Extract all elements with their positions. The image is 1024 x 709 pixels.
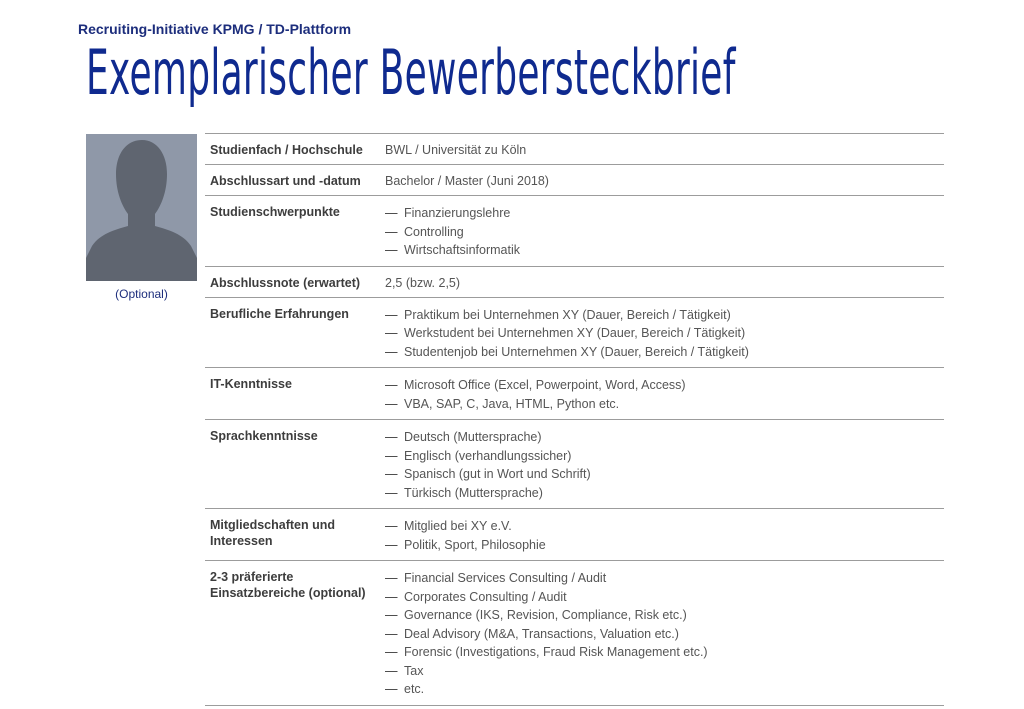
bullet-text: Controlling [404, 224, 464, 239]
profile-row [205, 134, 944, 165]
dash-bullet-icon: — [385, 378, 398, 392]
dash-bullet-icon: — [385, 682, 398, 696]
bullet-text: Werkstudent bei Unternehmen XY (Dauer, Bereich / Tätigkeit) [404, 326, 746, 340]
bullet-item [385, 588, 944, 607]
bullet-text: Mitglied bei XY e.V. [404, 519, 512, 533]
bullet-item [385, 395, 944, 414]
row-value [380, 196, 944, 266]
row-value [380, 298, 944, 368]
dash-bullet-icon: — [385, 467, 398, 481]
dash-bullet-icon: — [385, 519, 398, 533]
bullet-text: Spanisch (gut in Wort und Schrift) [404, 467, 591, 481]
dash-bullet-icon: — [385, 537, 398, 552]
bullet-item [385, 324, 944, 343]
bullet-item [385, 569, 944, 588]
profile-row [205, 368, 944, 420]
row-label: Abschlussnote (erwartet) [210, 275, 361, 290]
row-label: Studienfach / Hochschule [210, 143, 363, 157]
bullet-item [385, 428, 944, 447]
row-value [380, 368, 944, 419]
photo-caption: (Optional) [115, 287, 168, 301]
dash-bullet-icon: — [385, 663, 398, 678]
bullet-text: Finanzierungslehre [404, 206, 511, 220]
dash-bullet-icon: — [385, 307, 398, 322]
bullet-item [385, 662, 944, 681]
profile-row [205, 165, 944, 196]
value-text: 2,5 (bzw. 2,5) [385, 275, 461, 290]
bullet-text: Deutsch (Muttersprache) [404, 430, 542, 444]
row-value [380, 165, 944, 195]
bullet-item [385, 223, 944, 242]
bullet-text: Wirtschaftsinformatik [404, 243, 520, 257]
bullet-item [385, 241, 944, 260]
dash-bullet-icon: — [385, 608, 398, 622]
row-label: Abschlussart und -datum [210, 174, 361, 188]
profile-row [205, 267, 944, 298]
bullet-text: Tax [404, 663, 424, 678]
value-text: Bachelor / Master (Juni 2018) [385, 174, 549, 188]
bullet-text: Türkisch (Muttersprache) [404, 485, 543, 500]
bullet-text: Praktikum bei Unternehmen XY (Dauer, Bereich / Tätigkeit) [404, 307, 731, 322]
bullet-text: Corporates Consulting / Audit [404, 589, 567, 604]
profile-row [205, 509, 944, 561]
dash-bullet-icon: — [385, 396, 398, 411]
bullet-item [385, 376, 944, 395]
value-text: BWL / Universität zu Köln [385, 143, 527, 157]
bullet-text: Deal Advisory (M&A, Transactions, Valuation etc.) [404, 626, 679, 641]
row-label: Sprachkenntnisse [210, 429, 318, 443]
bullet-text: Governance (IKS, Revision, Compliance, Risk etc.) [404, 608, 687, 622]
profile-row [205, 420, 944, 509]
bullet-item [385, 625, 944, 644]
bullet-text: Financial Services Consulting / Audit [404, 571, 607, 585]
dash-bullet-icon: — [385, 645, 398, 659]
person-silhouette-icon [86, 134, 197, 281]
bullet-text: Politik, Sport, Philosophie [404, 537, 546, 552]
row-label: Mitgliedschaften und Interessen [210, 518, 335, 548]
row-value [380, 267, 944, 297]
bullet-item [385, 643, 944, 662]
dash-bullet-icon: — [385, 243, 398, 257]
bullet-text: etc. [404, 682, 425, 696]
bullet-item [385, 447, 944, 466]
bullet-item [385, 680, 944, 699]
row-value [380, 561, 944, 705]
row-label: 2-3 präferierte Einsatzbereiche (optional) [210, 570, 366, 600]
dash-bullet-icon: — [385, 626, 398, 641]
dash-bullet-icon: — [385, 206, 398, 220]
bullet-text: Microsoft Office (Excel, Powerpoint, Word, Access) [404, 378, 686, 392]
dash-bullet-icon: — [385, 571, 398, 585]
bullet-item [385, 465, 944, 484]
bullet-item [385, 517, 944, 536]
row-label: Studienschwerpunkte [210, 205, 340, 219]
profile-row [205, 196, 944, 267]
dash-bullet-icon: — [385, 589, 398, 604]
row-label: Berufliche Erfahrungen [210, 306, 349, 321]
bullet-item [385, 484, 944, 503]
page-title: Exemplarischer Bewerbersteckbrief [86, 36, 736, 109]
bullet-item [385, 204, 944, 223]
row-value [380, 509, 944, 560]
profile-table [205, 133, 944, 706]
profile-row [205, 298, 944, 369]
bullet-text: VBA, SAP, C, Java, HTML, Python etc. [404, 396, 620, 411]
bullet-item [385, 536, 944, 555]
bullet-item [385, 306, 944, 325]
dash-bullet-icon: — [385, 344, 398, 359]
bullet-text: Studentenjob bei Unternehmen XY (Dauer, Bereich / Tätigkeit) [404, 344, 749, 359]
bullet-text: Forensic (Investigations, Fraud Risk Management etc.) [404, 645, 708, 659]
dash-bullet-icon: — [385, 430, 398, 444]
bullet-item [385, 606, 944, 625]
bullet-text: Englisch (verhandlungssicher) [404, 448, 572, 463]
dash-bullet-icon: — [385, 448, 398, 463]
dash-bullet-icon: — [385, 224, 398, 239]
row-label: IT-Kenntnisse [210, 377, 292, 391]
row-value [380, 420, 944, 508]
profile-photo-placeholder [86, 134, 197, 281]
dash-bullet-icon: — [385, 326, 398, 340]
profile-row [205, 561, 944, 706]
row-value [380, 134, 944, 164]
header-subtitle: Recruiting-Initiative KPMG / TD-Plattform [78, 21, 352, 37]
dash-bullet-icon: — [385, 485, 398, 500]
bullet-item [385, 343, 944, 362]
